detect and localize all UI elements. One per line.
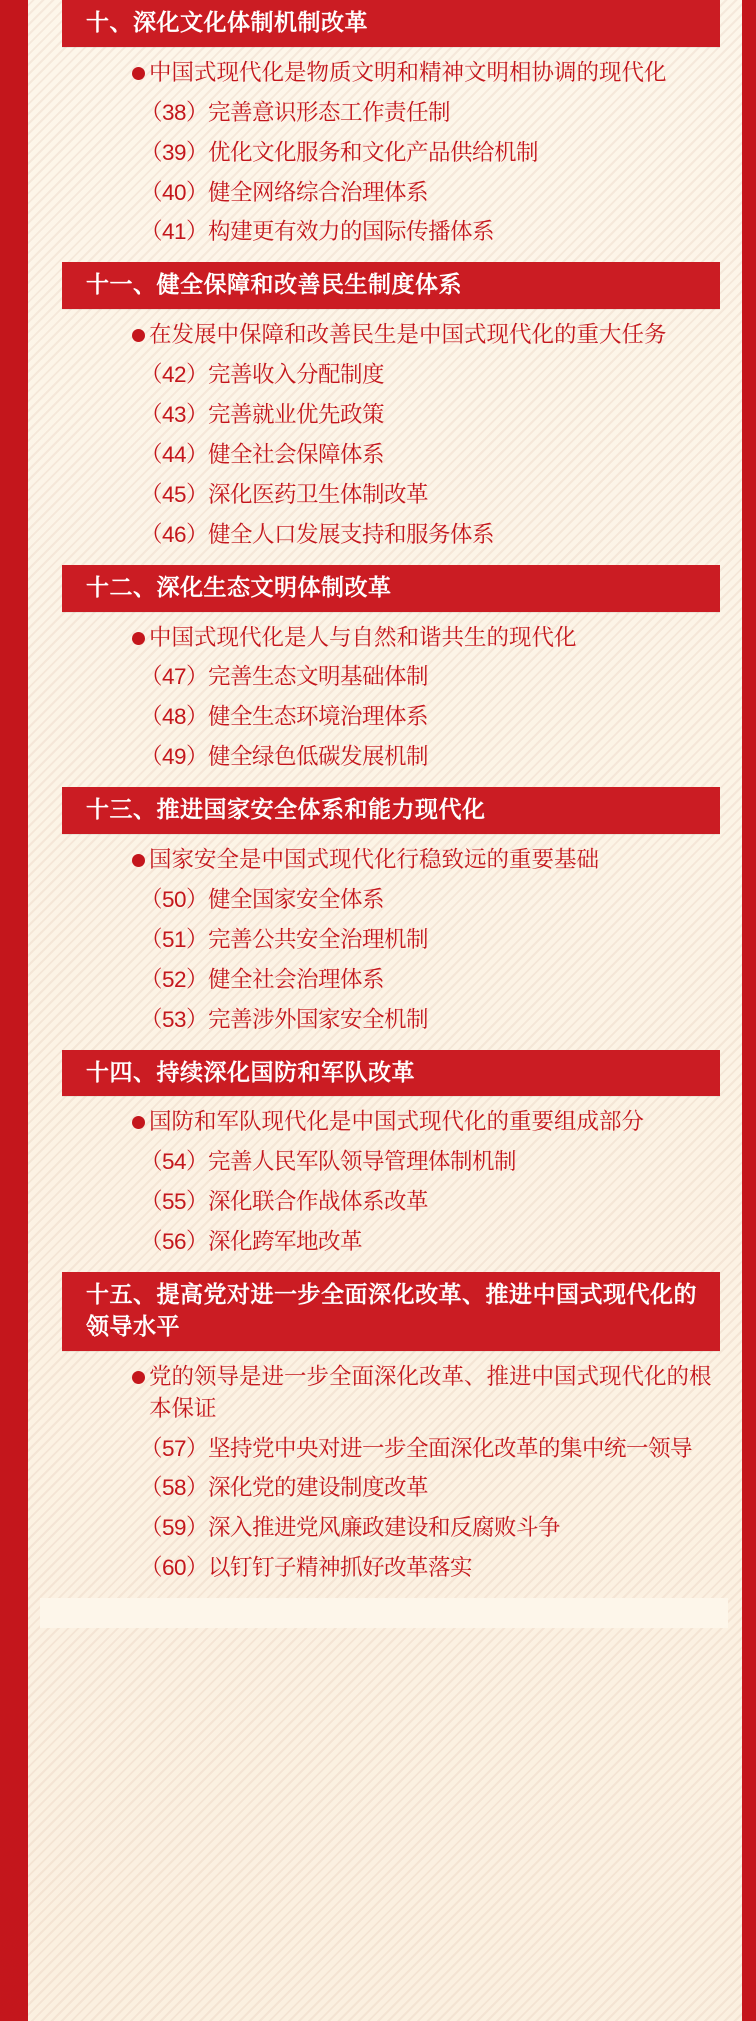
item-text: （55）深化联合作战体系改革: [140, 1189, 429, 1215]
numbered-item: [140, 960, 728, 1000]
item-text: （56）深化跨军地改革: [140, 1229, 363, 1255]
lead-item: [132, 1357, 728, 1429]
numbered-item: [140, 1548, 728, 1588]
item-text: （42）完善收入分配制度: [140, 362, 385, 388]
item-text: （51）完善公共安全治理机制: [140, 926, 429, 952]
lead-item: [132, 1102, 728, 1142]
item-text: （60）以钉钉子精神抓好改革落实: [140, 1555, 473, 1581]
item-text: （43）完善就业优先政策: [140, 402, 385, 428]
item-text: （54）完善人民军队领导管理体制机制: [140, 1149, 517, 1175]
item-text: （49）健全绿色低碳发展机制: [140, 744, 429, 770]
item-text: （48）健全生态环境治理体系: [140, 704, 429, 730]
numbered-item: [140, 880, 728, 920]
item-text: （41）构建更有效力的国际传播体系: [140, 219, 495, 245]
item-text: （46）健全人口发展支持和服务体系: [140, 521, 495, 547]
section: [40, 1272, 728, 1596]
item-text: （44）健全社会保障体系: [140, 441, 385, 467]
section-header: 十四、持续深化国防和军队改革: [62, 1050, 720, 1097]
section-header: 十一、健全保障和改善民生制度体系: [62, 262, 720, 309]
section-header: 十三、推进国家安全体系和能力现代化: [62, 787, 720, 834]
right-red-border: [742, 0, 756, 2021]
section: [40, 787, 728, 1047]
lead-item: [132, 618, 728, 658]
numbered-item: [140, 133, 728, 173]
section-items: [40, 309, 728, 563]
bullet-icon: [132, 1116, 145, 1129]
item-text: （40）健全网络综合治理体系: [140, 179, 429, 205]
numbered-item: [140, 1182, 728, 1222]
item-text: （45）深化医药卫生体制改革: [140, 481, 429, 507]
item-text: （53）完善涉外国家安全机制: [140, 1006, 429, 1032]
numbered-item: [140, 697, 728, 737]
section-items: [40, 1351, 728, 1597]
sections-container: [40, 0, 728, 1596]
item-text: 中国式现代化是物质文明和精神文明相协调的现代化: [149, 59, 667, 85]
numbered-item: [140, 173, 728, 213]
bullet-icon: [132, 632, 145, 645]
numbered-item: [140, 1429, 728, 1469]
numbered-item: [140, 920, 728, 960]
section: [40, 565, 728, 785]
item-text: 在发展中保障和改善民生是中国式现代化的重大任务: [149, 322, 667, 348]
section-items: [40, 1096, 728, 1270]
section-items: [40, 47, 728, 261]
bullet-icon: [132, 854, 145, 867]
numbered-item: [140, 355, 728, 395]
numbered-item: [140, 1222, 728, 1262]
item-text: 国防和军队现代化是中国式现代化的重要组成部分: [149, 1109, 645, 1135]
bullet-icon: [132, 1371, 145, 1384]
numbered-item: [140, 1468, 728, 1508]
numbered-item: [140, 435, 728, 475]
item-text: （57）坚持党中央对进一步全面深化改革的集中统一领导: [140, 1435, 693, 1461]
section: [40, 262, 728, 562]
item-text: （59）深入推进党风廉政建设和反腐败斗争: [140, 1515, 561, 1541]
item-text: （38）完善意识形态工作责任制: [140, 99, 451, 125]
bullet-icon: [132, 67, 145, 80]
lead-item: [132, 315, 728, 355]
item-text: 党的领导是进一步全面深化改革、推进中国式现代化的根本保证: [149, 1363, 712, 1421]
section-header: 十五、提高党对进一步全面深化改革、推进中国式现代化的领导水平: [62, 1272, 720, 1350]
section: [40, 1050, 728, 1270]
bullet-icon: [132, 329, 145, 342]
lead-item: [132, 53, 728, 93]
item-text: （58）深化党的建设制度改革: [140, 1475, 429, 1501]
lead-item: [132, 840, 728, 880]
section-header: 十、深化文化体制机制改革: [62, 0, 720, 47]
left-red-border: [0, 0, 28, 2021]
numbered-item: [140, 1142, 728, 1182]
section-header: 十二、深化生态文明体制改革: [62, 565, 720, 612]
numbered-item: [140, 515, 728, 555]
numbered-item: [140, 93, 728, 133]
item-text: （39）优化文化服务和文化产品供给机制: [140, 139, 539, 165]
numbered-item: [140, 1000, 728, 1040]
item-text: （47）完善生态文明基础体制: [140, 664, 429, 690]
numbered-item: [140, 657, 728, 697]
item-text: （52）健全社会治理体系: [140, 966, 385, 992]
numbered-item: [140, 395, 728, 435]
section-items: [40, 612, 728, 786]
numbered-item: [140, 475, 728, 515]
numbered-item: [140, 212, 728, 252]
numbered-item: [140, 737, 728, 777]
numbered-item: [140, 1508, 728, 1548]
section-items: [40, 834, 728, 1048]
item-text: 中国式现代化是人与自然和谐共生的现代化: [149, 624, 577, 650]
bottom-paper-strip: [40, 1598, 728, 1628]
item-text: （50）健全国家安全体系: [140, 886, 385, 912]
item-text: 国家安全是中国式现代化行稳致远的重要基础: [149, 847, 600, 872]
section: [40, 0, 728, 260]
